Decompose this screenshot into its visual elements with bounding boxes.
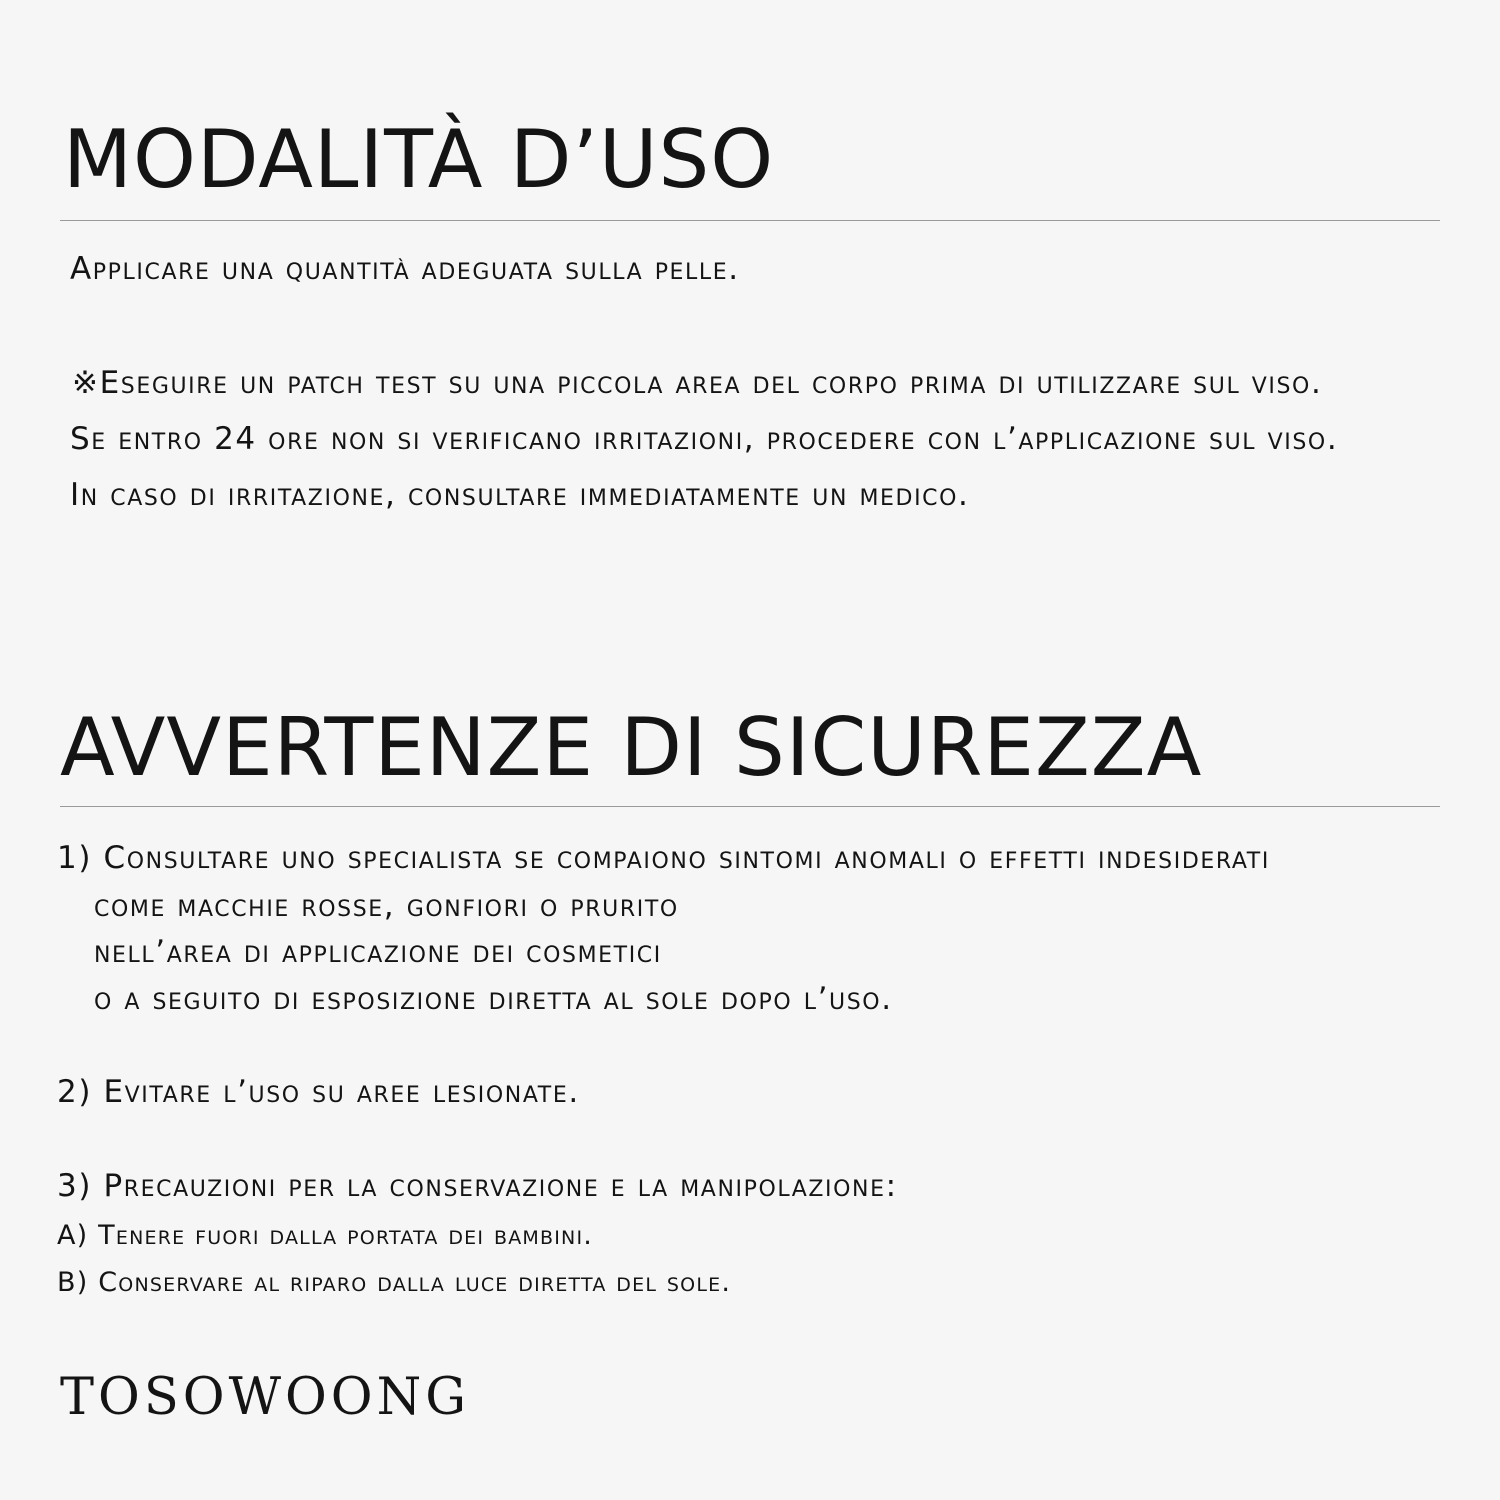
irritation-note: In caso di irritazione, consultare immediatamente un medico. bbox=[70, 477, 970, 513]
warning-1-line-2: come macchie rosse, gonfiori o prurito bbox=[94, 888, 679, 924]
warning-3: 3) Precauzioni per la conservazione e la manipolazione: bbox=[57, 1168, 898, 1204]
warning-1-line-4: o a seguito di esposizione diretta al sole dopo l’uso. bbox=[94, 981, 893, 1017]
usage-instruction: Applicare una quantità adeguata sulla pelle. bbox=[70, 251, 740, 287]
warning-1-line-3: nell’area di applicazione dei cosmetici bbox=[94, 934, 662, 970]
safety-divider bbox=[60, 806, 1440, 807]
warning-1-line-1: 1) Consultare uno specialista se compaiono sintomi anomali o effetti indesiderati bbox=[57, 840, 1270, 876]
usage-divider bbox=[60, 220, 1440, 221]
patch-test-note: ※Eseguire un patch test su una piccola area del corpo prima di utilizzare sul viso. bbox=[72, 365, 1323, 401]
warning-3-a: A) Tenere fuori dalla portata dei bambini. bbox=[57, 1220, 594, 1251]
warning-2: 2) Evitare l’uso su aree lesionate. bbox=[57, 1074, 580, 1110]
safety-heading: AVVERTENZE DI SICUREZZA bbox=[60, 701, 1203, 794]
warning-3-b: B) Conservare al riparo dalla luce diretta del sole. bbox=[57, 1267, 732, 1298]
patch-test-followup: Se entro 24 ore non si verificano irritazioni, procedere con l’applicazione sul viso. bbox=[70, 421, 1339, 457]
usage-heading: MODALITÀ D’USO bbox=[63, 113, 775, 206]
brand-logo: TOSOWOONG bbox=[60, 1368, 470, 1427]
